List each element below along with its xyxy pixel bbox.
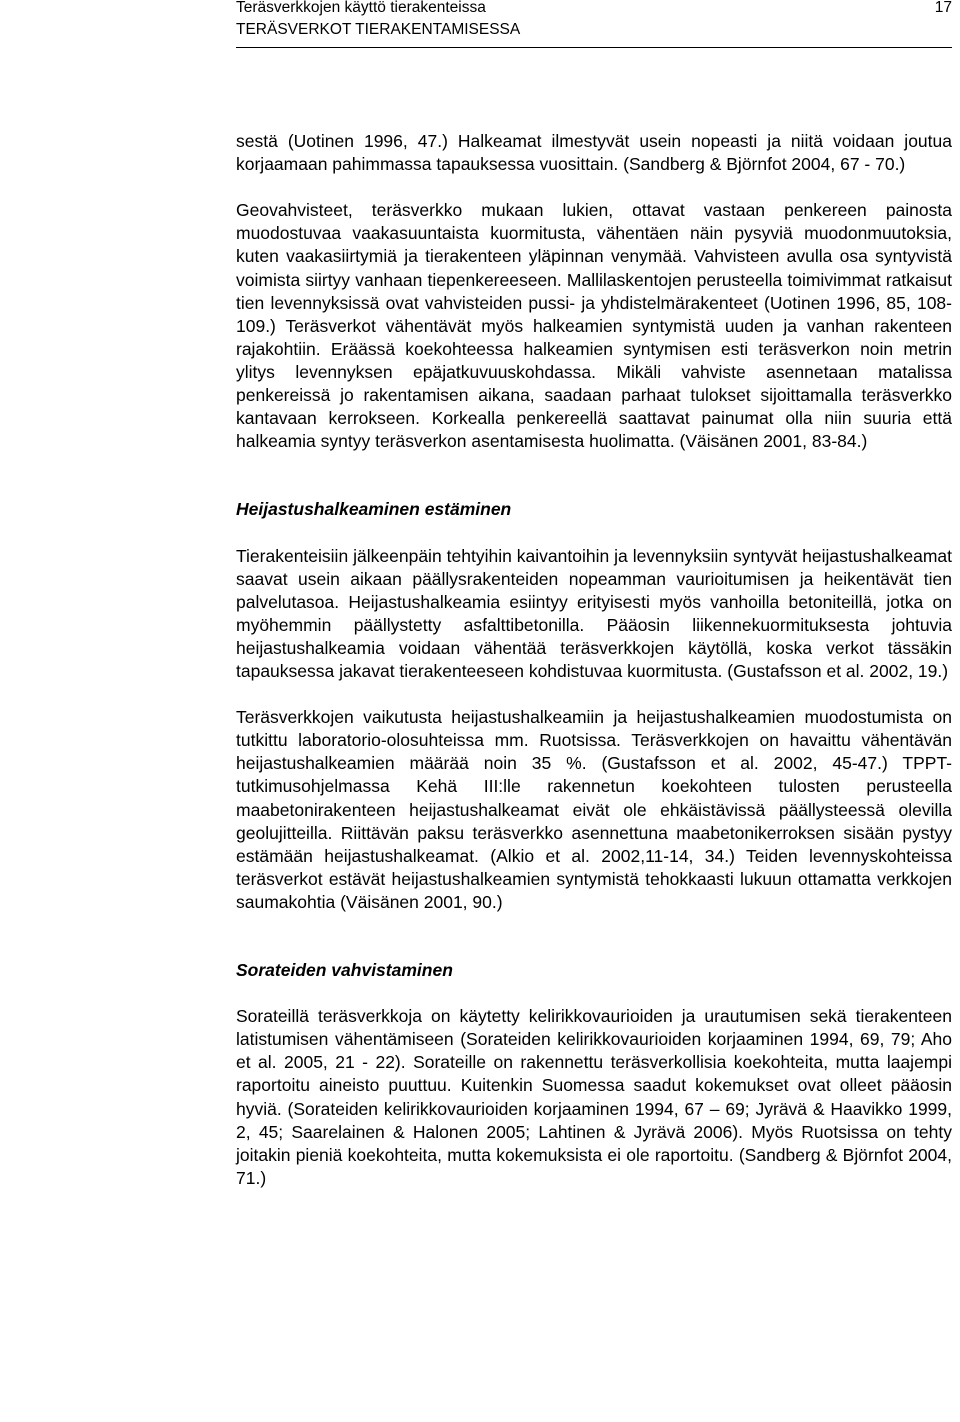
header-subtitle: TERÄSVERKOT TIERAKENTAMISESSA [236,21,521,38]
header-divider [236,47,952,48]
section-heading-heijastushalkeaminen: Heijastushalkeaminen estäminen [236,499,512,520]
page-number: 17 [934,0,952,16]
section-heading-sorateiden: Sorateiden vahvistaminen [236,960,453,980]
paragraph-heijastus-2: Teräsverkkojen vaikutusta heijastushalkeamiin ja heijastushalkeamien muodostumista on tutkittu laboratorio-olosuhteissa mm. Ruotsissa. Teräsverkkojen on havaittu vähentävän heijastushalkeamien määrää noin 35 %. (Gustafsson et al. 2002, 45-47.) TPPT- tutkimusohjelmassa Kehä III:lle rakennetun koekohteen tulosten perusteella maabetonirakenteen heijastushalkeamat eivät ole ehkäistävissä päällysteessä olevilla geolujitteilla. Riittävän paksu teräsverkko asennettuna maabetonikerroksen sisään pystyy estämään heijastushalkeamat. (Alkio et al. 2002,11-14, 34.) Teiden levennyskohteissa teräsverkot estävät heijastushalkeamien syntymistä tehokkaasti lukuun ottamatta verkkojen saumakohtia (Väisänen 2001, 90.) [236,707,952,912]
header-title: Teräsverkkojen käyttö tierakenteissa [236,0,486,16]
paragraph-continued: sestä (Uotinen 1996, 47.) Halkeamat ilmestyvät usein nopeasti ja niitä voidaan joutua korjaamaan pahimmassa tapauksessa vuosittain. (Sandberg & Björnfot 2004, 67 - 70.) [236,131,952,175]
paragraph-sorateiden-1: Sorateillä teräsverkkoja on käytetty kelirikkovaurioiden ja urautumisen sekä tierakenteen latistumisen vähentämiseen (Sorateiden kelirikkovaurioiden korjaaminen 1994, 69, 79; Aho et al. 2005, 21 - 22). Sorateille on rakennettu teräsverkollisia koekohteita, mutta laajempi raportoitu aineisto puuttuu. Kuitenkin Suomessa saadut kokemukset ovat olleet pääosin hyviä. (Sorateiden kelirikkovaurioiden korjaaminen 1994, 67 – 69; Jyrävä & Haavikko 1999, 2, 45; Saarelainen & Halonen 2005; Lahtinen & Jyrävä 2006). Myös Ruotsissa on tehty joitakin pieniä koekohteita, mutta kokemuksista ei ole raportoitu. (Sandberg & Björnfot 2004, 71.) [236,1006,952,1188]
page-header [236,0,952,48]
paragraph-heijastus-1: Tierakenteisiin jälkeenpäin tehtyihin kaivantoihin ja levennyksiin syntyvät heijastushalkeamat saavat usein aikaan päällysrakenteiden nopeamman vaurioitumisen ja heikentävät tien palvelutasoa. Heijastushalkeamia esiintyy erityisesti myös vanhoilla betoniteillä, jotka on myöhemmin päällystetty asfalttibetonilla. Pääosin liikennekuormituksesta johtuvia heijastushalkeamia voidaan vähentää teräsverkkojen käytöllä, koska verkot tässäkin tapauksessa jakavat tierakenteeseen kohdistuvaa kuormitusta. (Gustafsson et al. 2002, 19.) [236,545,952,681]
document-body [236,130,952,1190]
paragraph-geovahvisteet: Geovahvisteet, teräsverkko mukaan lukien, ottavat vastaan penkereen painosta muodostuvaa vaakasuuntaista kuormitusta, vähentäen näin pysyviä muodonmuutoksia, kuten vaakasiirtymiä ja tierakenteen yläpinnan venymää. Vahvisteen avulla osa syntyvistä voimista siirtyy vanhaan tiepenkereeseen. Mallilaskentojen perusteella toimivimmat ratkaisut tien levennyksissä ovat vahvisteiden pussi- ja yhdistelmärakenteet (Uotinen 1996, 85, 108-109.) Teräsverkot vähentävät myös halkeamien syntymistä uuden ja vanhan rakenteen rajakohtiin. Eräässä koekohteessa halkeamien syntymisen esti teräsverkon noin metrin ylitys levennyksen epäjatkuvuuskohdassa. Mikäli vahviste asennetaan matalissa penkereissä jo rakentamisen aikana, saadaan parhaat tulokset sijoittamalla teräsverkko kantavaan kerrokseen. Korkealla penkereellä saattavat painumat olla niin suuria että halkeamia syntyy teräsverkon asentamisesta huolimatta. (Väisänen 2001, 83-84.) [236,200,952,452]
